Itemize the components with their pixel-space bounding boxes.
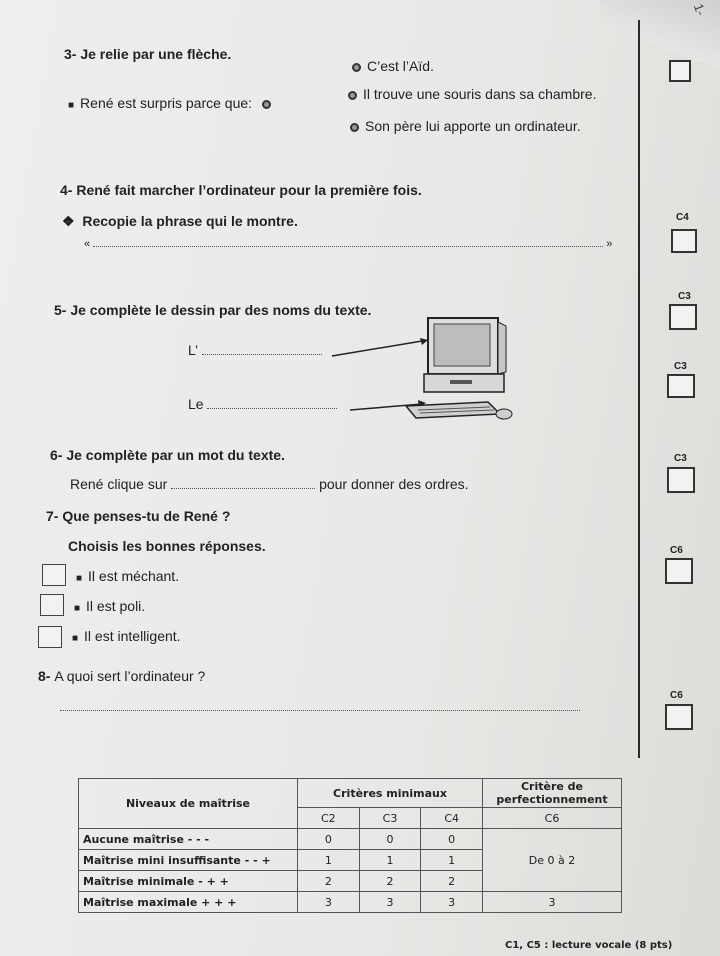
criteria-box-5[interactable]	[665, 558, 693, 584]
q8-line: 8- A quoi sert l’ordinateur ?	[38, 668, 206, 684]
criteria-box-2[interactable]	[669, 304, 697, 330]
q3-target-icon-1[interactable]	[352, 63, 361, 72]
corner-mark: 1-	[691, 1, 710, 18]
footer-note: C1, C5 : lecture vocale (8 pts)	[505, 940, 673, 951]
col-c6: C6	[483, 808, 622, 829]
arrow-to-screen	[332, 340, 428, 356]
criteria-code-6: C6	[670, 690, 683, 701]
q3-option-2[interactable]: Il trouve une souris dans sa chambre.	[348, 86, 596, 102]
q4-title: 4- René fait marcher l’ordinateur pour la première fois.	[60, 182, 422, 198]
computer-illustration	[330, 312, 520, 424]
grading-table	[78, 778, 622, 913]
criteria-code-5: C6	[670, 545, 683, 556]
criteria-box-4[interactable]	[667, 467, 695, 493]
q3-option-3[interactable]: Son père lui apporte un ordinateur.	[350, 118, 581, 134]
criteria-box-q3[interactable]	[669, 60, 691, 82]
q4-sub: ❖ Recopie la phrase qui le montre.	[62, 213, 298, 229]
q7-sub: Choisis les bonnes réponses.	[68, 538, 266, 554]
q5-label-1: L’	[188, 342, 322, 358]
q4-answer-field[interactable]	[93, 246, 603, 247]
q3-left-text: René est surpris parce que:	[80, 95, 253, 111]
q7-option-2: ■ Il est poli.	[74, 598, 146, 614]
criteria-code-3: C3	[674, 361, 687, 372]
c6-max: 3	[483, 892, 622, 913]
table-row: Aucune maîtrise - - - 0 0 0 De 0 à 2	[79, 829, 622, 850]
criteria-code-1: C4	[676, 212, 689, 223]
q3-target-icon-2[interactable]	[348, 91, 357, 100]
q5-answer-field-1[interactable]	[202, 354, 322, 355]
q8-answer-field[interactable]	[60, 700, 580, 711]
table-row: Maîtrise mini insuffisante - - + 1 1 1	[79, 850, 622, 871]
q7-checkbox-1[interactable]	[42, 564, 66, 586]
mouse-icon	[496, 409, 512, 419]
q3-title: 3- Je relie par une flèche.	[64, 46, 232, 62]
q7-option-1: ■ Il est méchant.	[76, 568, 180, 584]
header-min: Critères minimaux	[298, 779, 483, 808]
diamond-bullet-icon: ❖	[62, 213, 75, 229]
q3-option-1[interactable]: C’est l’Aïd.	[352, 58, 434, 74]
q3-left-item	[68, 95, 277, 111]
q6-title: 6- Je complète par un mot du texte.	[50, 447, 285, 463]
q4-answer-line[interactable]: « »	[84, 238, 613, 250]
criteria-box-6[interactable]	[665, 704, 693, 730]
c6-range: De 0 à 2	[483, 829, 622, 892]
criteria-box-1[interactable]	[671, 229, 697, 253]
col-c4: C4	[421, 808, 483, 829]
q5-label-2: Le	[188, 396, 337, 412]
header-niveau: Niveaux de maîtrise	[79, 779, 298, 829]
col-c3: C3	[359, 808, 421, 829]
bullet-icon: ■	[68, 100, 75, 111]
criteria-box-3[interactable]	[667, 374, 695, 398]
q7-option-3: ■ Il est intelligent.	[72, 628, 181, 644]
q7-checkbox-3[interactable]	[38, 626, 62, 648]
table-row: Maîtrise minimale - + + 2 2 2	[79, 871, 622, 892]
q6-sentence: René clique sur pour donner des ordres.	[70, 476, 469, 492]
criteria-code-4: C3	[674, 453, 687, 464]
col-c2: C2	[298, 808, 360, 829]
criteria-code-2: C3	[678, 291, 691, 302]
page-corner-fold	[600, 0, 720, 70]
q3-target-icon-3[interactable]	[350, 123, 359, 132]
margin-line	[638, 20, 640, 758]
q5-title: 5- Je complète le dessin par des noms du texte.	[54, 302, 372, 318]
q3-left-target-icon[interactable]	[262, 100, 271, 109]
q7-title: 7- Que penses-tu de René ?	[46, 508, 231, 524]
q5-answer-field-2[interactable]	[207, 408, 337, 409]
table-row: Maîtrise maximale + + + 3 3 3 3	[79, 892, 622, 913]
header-perf: Critère de perfectionnement	[483, 779, 622, 808]
q7-checkbox-2[interactable]	[40, 594, 64, 616]
q6-answer-field[interactable]	[171, 488, 315, 489]
